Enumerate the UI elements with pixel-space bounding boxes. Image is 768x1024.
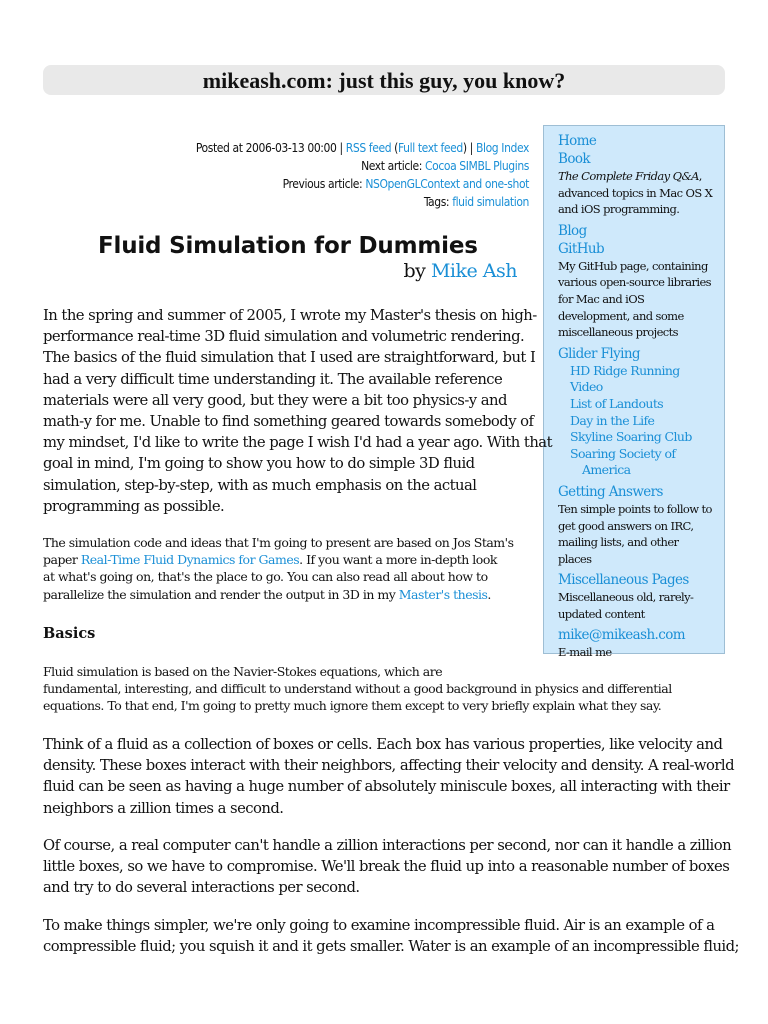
posted-prefix: Posted at	[195, 141, 246, 155]
text-line: neighbors a zillion times a second.	[43, 799, 284, 817]
text-line: fluid can be seen as having a huge number of absolutely miniscule boxes, all interacting with their	[43, 778, 730, 796]
soaring-society-line-2: America	[582, 462, 631, 478]
glider-item-hd-ridge-running-video[interactable]: HD Ridge Running Video	[570, 362, 680, 395]
glider-item-soaring-society-of-america[interactable]	[570, 446, 714, 479]
email-description: E-mail me	[558, 645, 612, 660]
soaring-society-line-1: Soaring Society of	[570, 445, 676, 461]
miscellaneous-description: Miscellaneous old, rarely-updated content	[558, 590, 694, 621]
tags-line	[43, 193, 529, 211]
text-line: compressible fluid; you squish it and it gets smaller. Water is an example of an incompressible fluid;	[43, 938, 739, 956]
previous-article-link[interactable]: NSOpenGLContext and one-shot	[365, 177, 529, 191]
text-line: had a very difficult time understanding it. The available reference	[43, 370, 503, 388]
meta-separator: |	[336, 141, 346, 155]
site-header	[43, 65, 725, 95]
getting-answers-description: Ten simple points to follow to get good answers on IRC, mailing lists, and other places	[558, 501, 712, 566]
book-description	[558, 168, 714, 218]
tags-label: Tags:	[423, 195, 453, 209]
text-segment: .	[487, 586, 491, 602]
text-line: little boxes, so we have to compromise. We'll break the fluid up into a reasonable number of boxes	[43, 858, 730, 876]
posted-line	[43, 139, 529, 157]
text-segment: . If you want a more in-depth look	[299, 552, 497, 568]
incompressible-paragraph	[43, 915, 739, 957]
tag-link[interactable]: fluid simulation	[452, 195, 529, 209]
sidebar-item-glider-flying[interactable]: Glider Flying	[558, 345, 640, 362]
previous-article-label: Previous article:	[282, 177, 366, 191]
article-title: Fluid Simulation for Dummies	[98, 233, 478, 259]
text-segment: paper	[43, 552, 81, 568]
text-line: goal in mind, I'm going to show you how to do simple 3D fluid	[43, 455, 475, 473]
basics-heading: Basics	[43, 625, 96, 642]
boxes-paragraph	[43, 734, 734, 819]
author-link[interactable]: Mike Ash	[430, 260, 517, 282]
text-line: To make things simpler, we're only going to examine incompressible fluid. Air is an example of a	[43, 917, 715, 934]
text-line: performance real-time 3D fluid simulation and volumetric rendering.	[43, 328, 525, 346]
text-line	[43, 551, 514, 568]
text-line: The simulation code and ideas that I'm going to present are based on Jos Stam's	[43, 535, 514, 550]
text-line: equations. To that end, I'm going to pretty much ignore them except to very briefly explain what they say.	[43, 698, 662, 714]
text-line: Of course, a real computer can't handle a zillion interactions per second, nor can it handle a zillion	[43, 837, 732, 854]
sidebar	[543, 125, 725, 660]
next-article-link[interactable]: Cocoa SIMBL Plugins	[424, 159, 529, 173]
book-description-text: , advanced topics in Mac OS X and iOS programming.	[558, 169, 713, 217]
text-line: fundamental, interesting, and difficult to understand without a good background in physics and differential	[43, 681, 672, 697]
article-meta	[43, 139, 529, 211]
text-segment: parallelize the simulation and render the output in 3D in my	[43, 586, 399, 602]
text-line: Think of a fluid as a collection of boxes or cells. Each box has various properties, like velocity and	[43, 736, 723, 753]
sidebar-item-miscellaneous-pages[interactable]: Miscellaneous Pages	[558, 572, 689, 589]
paren-close: ) |	[462, 141, 476, 155]
compromise-paragraph	[43, 835, 731, 899]
text-line: my mindset, I'd like to write the page I wish I'd had a year ago. With that	[43, 434, 552, 452]
glider-item-skyline-soaring-club[interactable]: Skyline Soaring Club	[570, 429, 692, 445]
sidebar-item-home[interactable]: Home	[558, 133, 597, 149]
stam-paper-link[interactable]: Real-Time Fluid Dynamics for Games	[80, 552, 300, 568]
previous-article-line	[43, 175, 529, 193]
intro-paragraph	[43, 305, 552, 517]
text-line: density. These boxes interact with their neighbors, affecting their velocity and density. A real-world	[43, 757, 735, 775]
glider-item-day-in-the-life[interactable]: Day in the Life	[570, 412, 655, 428]
book-title: The Complete Friday Q&A	[558, 169, 699, 183]
text-line: In the spring and summer of 2005, I wrote my Master's thesis on high-	[43, 307, 537, 324]
byline-prefix: by	[403, 260, 431, 282]
text-line: at what's going on, that's the place to go. You can also read all about how to	[43, 569, 488, 585]
text-line	[43, 586, 514, 603]
rss-feed-link[interactable]: RSS feed	[345, 141, 392, 155]
text-line: math-y for me. Unable to find something geared towards somebody of	[43, 413, 534, 431]
text-line: programming as possible.	[43, 497, 225, 515]
sidebar-item-github[interactable]: GitHub	[558, 240, 605, 257]
masters-thesis-link[interactable]: Master's thesis	[398, 586, 488, 602]
text-line: and try to do several interactions per second.	[43, 879, 360, 897]
navier-stokes-paragraph	[43, 663, 672, 715]
article-byline	[43, 260, 517, 282]
posted-date: 2006-03-13 00:00	[245, 141, 337, 155]
text-line: The basics of the fluid simulation that I used are straightforward, but I	[43, 349, 536, 367]
next-article-label: Next article:	[361, 159, 425, 173]
sidebar-item-getting-answers[interactable]: Getting Answers	[558, 483, 663, 500]
sidebar-item-blog[interactable]: Blog	[558, 222, 587, 239]
paren-open: (	[391, 141, 398, 155]
github-description: My GitHub page, containing various open-source libraries for Mac and iOS development, and some miscellaneous projects	[558, 258, 711, 340]
full-text-feed-link[interactable]: Full text feed	[398, 141, 463, 155]
text-line: simulation, step-by-step, with as much emphasis on the actual	[43, 476, 477, 494]
site-title: mikeash.com: just this guy, you know?	[202, 68, 566, 93]
text-line: Fluid simulation is based on the Navier-Stokes equations, which are	[43, 664, 443, 679]
blog-index-link[interactable]: Blog Index	[476, 141, 529, 155]
sidebar-item-book[interactable]: Book	[558, 151, 590, 167]
text-line: materials were all very good, but they were a bit too physics-y and	[43, 391, 507, 409]
glider-item-list-of-landouts[interactable]: List of Landouts	[570, 395, 664, 411]
sources-paragraph	[43, 534, 514, 603]
sidebar-item-email[interactable]: mike@mikeash.com	[558, 627, 685, 644]
next-article-line	[43, 157, 529, 175]
